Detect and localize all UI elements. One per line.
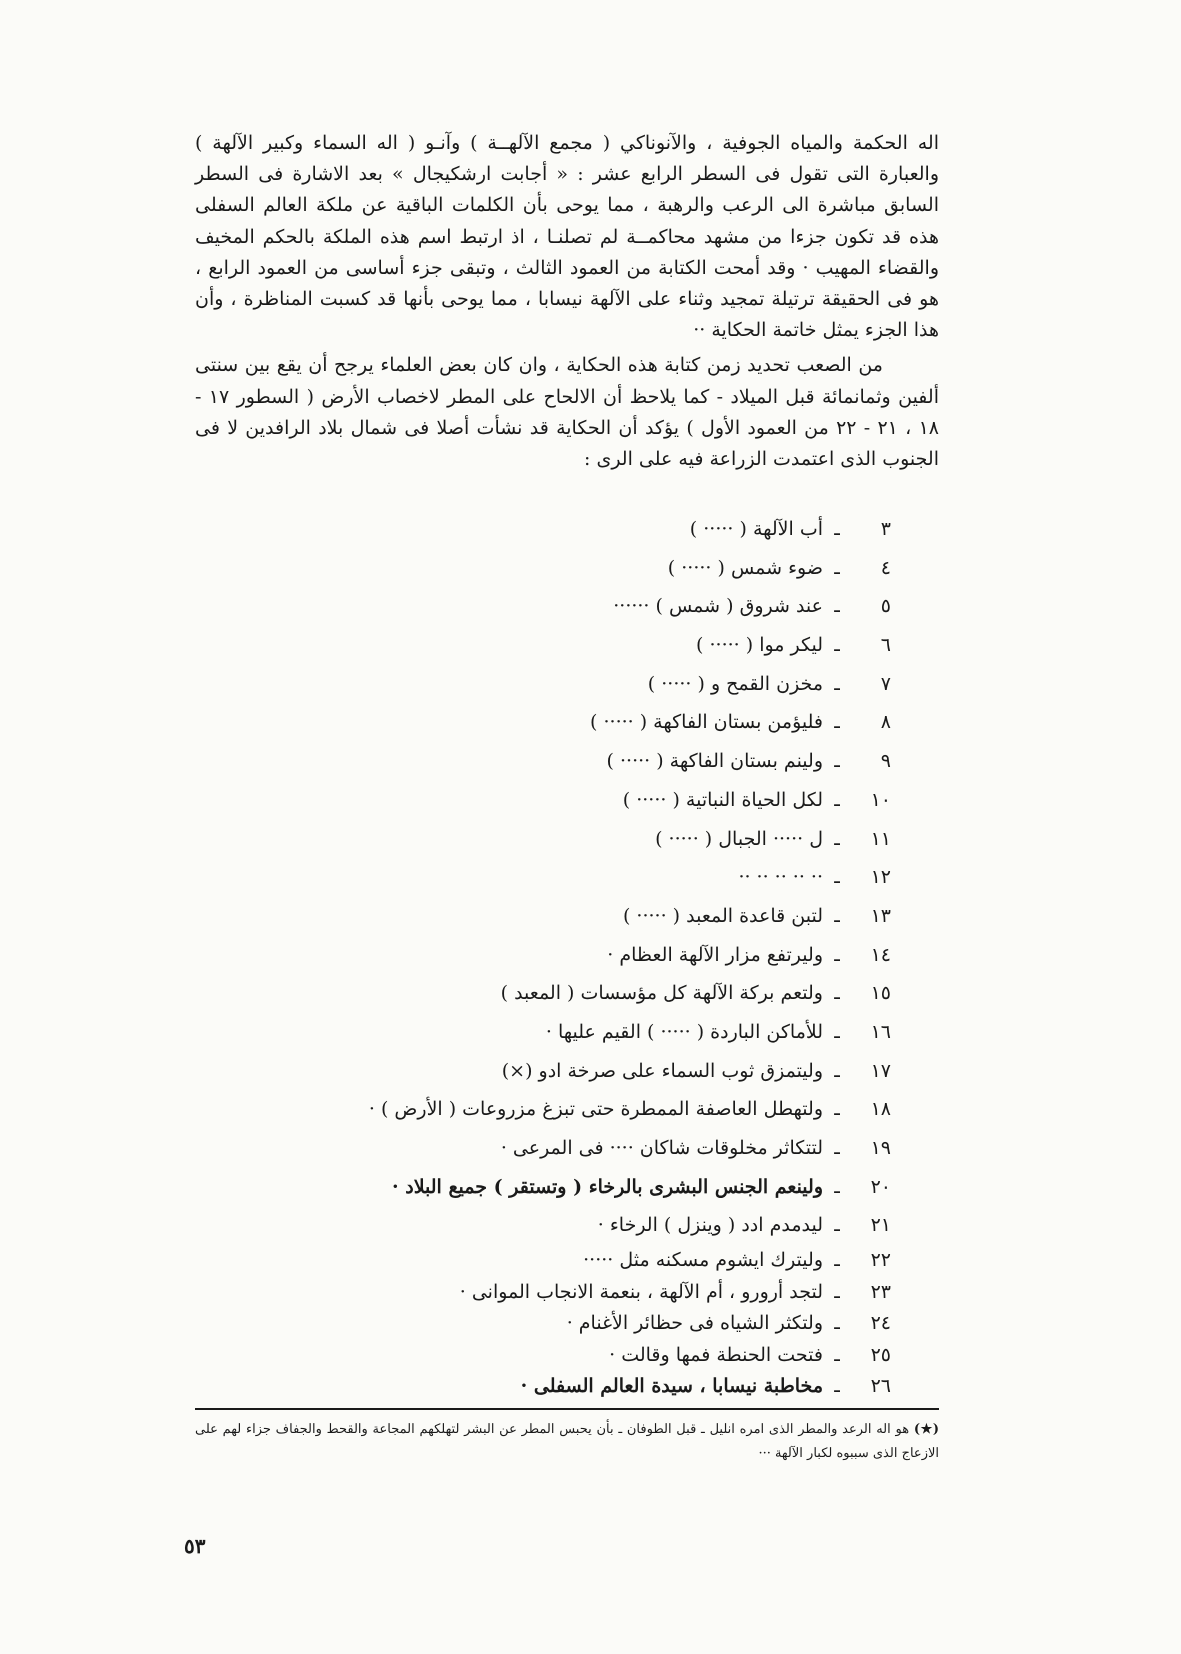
verse-line: ١٢ ـ ·· ·· ·· ·· ·· [738,866,891,889]
verse-line: ٨ ـ فليؤمن بستان الفاكهة ( ····· ) [590,711,891,734]
verse-line: ٩ ـ ولينم بستان الفاكهة ( ····· ) [606,750,891,773]
intro-paragraph-2: من الصعب تحديد زمن كتابة هذه الحكاية ، وان كان بعض العلماء يرجح أن يقع بين سنتى ألفين وثمانمائة قبل الميلاد - كما يلاحظ أن الالحاح على المطر لاخصاب الأرض ( السطور ١٧ - ١٨ ، ٢١ - ٢٢ من العمود الأول ) يؤكد أن الحكاية قد نشأت أصلا فى شمال بلاد الرافدين لا فى الجنوب الذى اعتمدت الزراعة فيه على الرى : [195,354,939,471]
verse-line: ٤ ـ ضوء شمس ( ····· ) [667,556,891,579]
verse-line: ٢٥ ـ فتحت الحنطة فمها وقالت · [609,1343,891,1366]
verse-line: ٢٣ ـ لتجد أرورو ، أم الآلهة ، بنعمة الانجاب الموانى · [459,1280,891,1303]
verse-line: ١١ ـ ل ····· الجبال ( ····· ) [655,827,891,850]
verse-line: ١٧ ـ وليتمزق ثوب السماء على صرخة ادو (×) [501,1059,891,1082]
footnote-marker: (★) [913,1422,939,1437]
page-number: ٥٣ [184,1534,206,1558]
intro-text [195,128,939,494]
verse-line: ٣ ـ أب الآلهة ( ····· ) [689,518,891,540]
verse-line: ١٤ ـ وليرتفع مزار الآلهة العظام · [607,943,891,966]
verse-line: ٢٠ ـ ولينعم الجنس البشرى بالرخاء ( وتستقر ) جميع البلاد · [392,1175,891,1198]
footnote-text: هو اله الرعد والمطر الذى امره انليل ـ قبل الطوفان ـ بأن يحبس المطر عن البشر لتهلكهم المجاعة والقحط والجفاف جزاء لهم على الازعاج الذى سببوه لكبار الآلهة ··· [195,1422,939,1461]
verse-line: ٢٦ ـ مخاطبة نيسابا ، سيدة العالم السفلى · [520,1375,891,1398]
verse-line: ٧ ـ مخزن القمح و ( ····· ) [647,672,891,695]
verse-line: ١٦ ـ للأماكن الباردة ( ····· ) القيم عليها · [545,1020,891,1043]
verse-line: ١٩ ـ لتتكاثر مخلوقات شاكان ···· فى المرعى · [500,1137,891,1159]
verse-line: ٥ ـ عند شروق ( شمس ) ······ [613,595,891,618]
footnote [195,1418,939,1466]
verse-line: ٢٤ ـ ولتكثر الشياه فى حظائر الأغنام · [566,1312,891,1335]
verse-line: ١٠ ـ لكل الحياة النباتية ( ····· ) [622,788,891,811]
verse-line: ١٥ ـ ولتعم بركة الآلهة كل مؤسسات ( المعبد ) [500,982,891,1005]
verse-line: ١٨ ـ ولتهطل العاصفة الممطرة حتى تبزغ مزروعات ( الأرض ) · [368,1098,891,1121]
intro-paragraph-1: اله الحكمة والمياه الجوفية ، والآنوناكي ( مجمع الآلهــة ) وآنـو ( اله السماء وكبير الآلهة ) والعبارة التى تقول فى السطر الرابع عشر : « أجابت ارشكيجال » بعد الاشارة فى السطر السابق مباشرة الى الرعب والرهبة ، مما يوحى بأن الكلمات الباقية عن ملكة العالم السفلى هذه قد تكون جزءا من مشهد محاكمــة لم تصلنـا ، اذ ارتبط اسم هذه الملكة بالحكم المخيف والقضاء المهيب · وقد أمحت الكتابة من العمود الثالث ، وتبقى جزء أساسى من العمود الرابع ، هو فى الحقيقة ترتيلة تمجيد وثناء على الآلهة نيسابا ، مما يوحى بأنها قد كسبت المناظرة ، وأن هذا الجزء يمثل خاتمة الحكاية ·· [195,132,939,342]
verse-line: ٢١ ـ ليدمدم ادد ( وينزل ) الرخاء · [597,1214,891,1237]
footnote-divider [195,1408,939,1410]
verse-list [271,510,891,1403]
verse-line: ٢٢ ـ وليترك ايشوم مسكنه مثل ····· [583,1249,891,1272]
verse-line: ٦ ـ ليكر موا ( ····· ) [696,634,891,657]
verse-line: ١٣ ـ لتبن قاعدة المعبد ( ····· ) [622,904,891,927]
